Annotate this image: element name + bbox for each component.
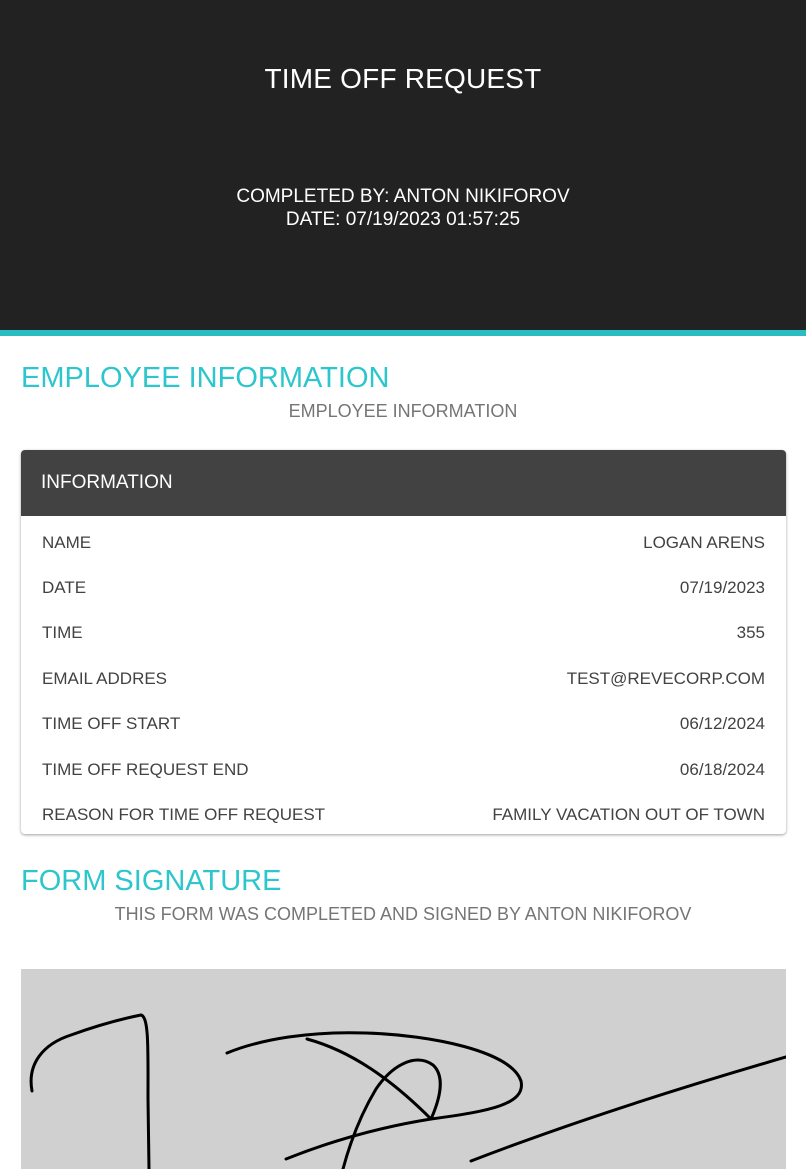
info-value: 06/18/2024 bbox=[679, 759, 765, 779]
info-value: TEST@REVECORP.COM bbox=[566, 668, 765, 688]
info-value: FAMILY VACATION OUT OF TOWN bbox=[492, 805, 765, 825]
info-value: 06/12/2024 bbox=[679, 714, 765, 734]
info-label: TIME OFF REQUEST END bbox=[42, 759, 249, 779]
info-label: TIME OFF START bbox=[42, 714, 181, 734]
info-label: EMAIL ADDRES bbox=[42, 668, 168, 688]
page-title: TIME OFF REQUEST bbox=[264, 63, 542, 94]
signature-drawing bbox=[21, 969, 786, 1169]
employee-section-title: EMPLOYEE INFORMATION bbox=[21, 362, 390, 394]
signature-pad bbox=[21, 969, 786, 1169]
completed-date-text: DATE: 07/19/2023 01:57:25 bbox=[285, 209, 521, 230]
info-row-time-off-end bbox=[21, 747, 786, 792]
information-card bbox=[21, 450, 786, 834]
header-accent-bar bbox=[0, 330, 806, 336]
completion-meta bbox=[0, 185, 806, 231]
information-rows bbox=[21, 516, 786, 834]
information-card-header: INFORMATION bbox=[21, 450, 786, 516]
info-label: DATE bbox=[42, 578, 87, 598]
info-label: NAME bbox=[42, 532, 92, 552]
info-row-date bbox=[21, 565, 786, 610]
info-label: TIME bbox=[42, 623, 83, 643]
info-label: REASON FOR TIME OFF REQUEST bbox=[42, 805, 326, 825]
info-row-email bbox=[21, 656, 786, 701]
employee-section-subtitle: EMPLOYEE INFORMATION bbox=[288, 401, 518, 421]
info-value: 355 bbox=[736, 623, 765, 643]
info-value: 07/19/2023 bbox=[679, 578, 765, 598]
info-value: LOGAN ARENS bbox=[643, 532, 765, 552]
info-row-time bbox=[21, 611, 786, 656]
signature-section-subtitle: THIS FORM WAS COMPLETED AND SIGNED BY ANTON NIKIFOROV bbox=[114, 904, 692, 924]
completed-by-text: COMPLETED BY: ANTON NIKIFOROV bbox=[236, 186, 570, 207]
signature-section-title: FORM SIGNATURE bbox=[21, 865, 282, 897]
info-row-reason bbox=[21, 792, 786, 834]
info-row-time-off-start bbox=[21, 702, 786, 747]
info-row-name bbox=[21, 520, 786, 565]
form-header bbox=[0, 0, 806, 330]
